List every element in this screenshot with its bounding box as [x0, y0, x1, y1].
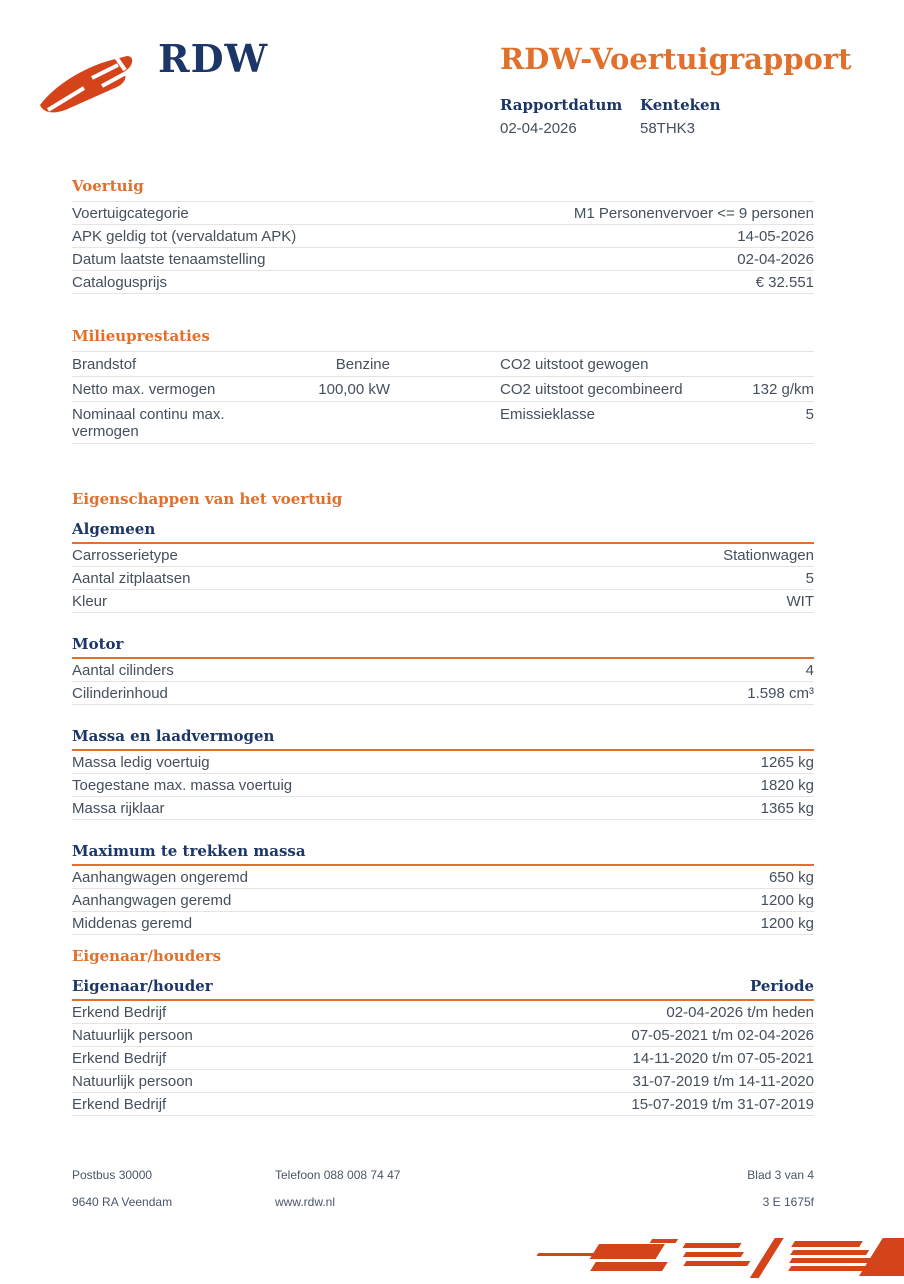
footer-page-indicator: Blad 3 van 4 [747, 1168, 814, 1182]
footer-postbus: Postbus 30000 [72, 1168, 153, 1182]
table-row [72, 377, 814, 402]
section-voertuig [72, 177, 814, 294]
row-value: 1200 kg [760, 915, 814, 932]
table-row [72, 751, 814, 774]
footer-city: 9640 RA Veendam [72, 1195, 173, 1209]
row-value: 07-05-2021 t/m 02-04-2026 [631, 1027, 814, 1044]
table-row [72, 352, 814, 377]
table-row [72, 797, 814, 820]
rdw-logo-icon [36, 50, 148, 118]
report-date-block [500, 96, 640, 137]
page-title: RDW-Voertuigrapport [500, 42, 852, 76]
subsection-trekken-title: Maximum te trekken massa [72, 842, 814, 866]
row-label: Massa ledig voertuig [72, 754, 210, 771]
table-row [72, 866, 814, 889]
row-label: Voertuigcategorie [72, 205, 189, 222]
footer-phone: Telefoon 088 008 74 47 [275, 1168, 401, 1182]
row-value: 31-07-2019 t/m 14-11-2020 [632, 1073, 814, 1090]
row-value: 1.598 cm³ [747, 685, 814, 702]
section-eigenschappen [72, 490, 814, 935]
row-value: 14-05-2026 [737, 228, 814, 245]
row-label: Carrosserietype [72, 547, 178, 564]
subsection-motor-title: Motor [72, 635, 814, 659]
table-row [72, 1093, 814, 1116]
table-row [72, 1047, 814, 1070]
subsection-algemeen [72, 520, 814, 613]
license-plate-value: 58THK3 [640, 120, 696, 137]
report-date-label: Rapportdatum [500, 96, 623, 114]
row-value [745, 356, 814, 373]
subsection-massa [72, 727, 814, 820]
row-label: Aantal cilinders [72, 662, 174, 679]
table-row [72, 402, 814, 444]
owner-column-header: Eigenaar/houder [72, 977, 213, 995]
license-plate-label: Kenteken [640, 96, 721, 114]
row-value: 5 [805, 406, 814, 423]
section-eigenaar-title: Eigenaar/houders [72, 947, 222, 965]
table-row [72, 1024, 814, 1047]
section-milieu-title: Milieuprestaties [72, 327, 814, 352]
row-value: 4 [805, 662, 814, 679]
row-value: 1820 kg [760, 777, 814, 794]
row-label: Emissieklasse [500, 406, 596, 423]
footer-form-code: 3 E 1675f [762, 1195, 814, 1209]
row-value: 5 [805, 570, 814, 587]
report-date-value: 02-04-2026 [500, 120, 577, 137]
row-label: Cilinderinhoud [72, 685, 168, 702]
row-label: Aanhangwagen geremd [72, 892, 232, 909]
owner-table-header [72, 977, 814, 1001]
row-label: Aanhangwagen ongeremd [72, 869, 248, 886]
section-eigenaar [72, 947, 814, 1116]
table-row [72, 889, 814, 912]
subsection-massa-title: Massa en laadvermogen [72, 727, 814, 751]
rdw-logo-text: RDW [158, 36, 269, 81]
row-value [272, 406, 390, 440]
row-value: WIT [786, 593, 814, 610]
section-milieuprestaties [72, 327, 814, 444]
row-label: Erkend Bedrijf [72, 1050, 167, 1067]
row-label: Nominaal continu max. vermogen [72, 406, 225, 440]
row-value: 132 g/km [752, 381, 814, 398]
table-row [72, 1070, 814, 1093]
row-label: Massa rijklaar [72, 800, 165, 817]
footer-address [72, 1168, 275, 1222]
row-value: Benzine [335, 356, 390, 373]
license-plate-block [640, 96, 780, 137]
row-label: Kleur [72, 593, 108, 610]
period-column-header: Periode [749, 977, 814, 995]
footer-website[interactable]: www.rdw.nl [275, 1195, 336, 1209]
row-label: Erkend Bedrijf [72, 1004, 167, 1021]
table-row [72, 271, 814, 294]
row-value: € 32.551 [755, 274, 814, 291]
table-row [72, 912, 814, 935]
footer-page-info [747, 1168, 814, 1222]
row-label: Netto max. vermogen [72, 381, 216, 398]
table-row [72, 225, 814, 248]
table-row [72, 248, 814, 271]
table-row [72, 682, 814, 705]
row-label: Datum laatste tenaamstelling [72, 251, 266, 268]
row-value: 1200 kg [760, 892, 814, 909]
table-row [72, 202, 814, 225]
report-meta [500, 96, 814, 137]
row-value: 15-07-2019 t/m 31-07-2019 [631, 1096, 814, 1113]
section-eigenschappen-title: Eigenschappen van het voertuig [72, 490, 343, 508]
table-row [72, 544, 814, 567]
row-label: Middenas geremd [72, 915, 193, 932]
subsection-trekken [72, 842, 814, 935]
row-label: Aantal zitplaatsen [72, 570, 191, 587]
subsection-algemeen-title: Algemeen [72, 520, 814, 544]
page-footer [72, 1168, 814, 1222]
row-value: 14-11-2020 t/m 07-05-2021 [632, 1050, 814, 1067]
row-value: Stationwagen [723, 547, 814, 564]
row-value: 650 kg [768, 869, 814, 886]
row-label: Catalogusprijs [72, 274, 168, 291]
row-label: Natuurlijk persoon [72, 1073, 193, 1090]
section-voertuig-title: Voertuig [72, 177, 814, 202]
table-row [72, 590, 814, 613]
footer-contact [275, 1168, 747, 1222]
row-label: Erkend Bedrijf [72, 1096, 167, 1113]
row-label: CO2 uitstoot gecombineerd [500, 381, 683, 398]
table-row [72, 774, 814, 797]
subsection-motor [72, 635, 814, 705]
row-label: CO2 uitstoot gewogen [500, 356, 649, 373]
row-value: 1365 kg [760, 800, 814, 817]
row-label: APK geldig tot (vervaldatum APK) [72, 228, 297, 245]
row-value: 02-04-2026 t/m heden [666, 1004, 814, 1021]
row-label: Brandstof [72, 356, 137, 373]
row-label: Toegestane max. massa voertuig [72, 777, 293, 794]
row-value: M1 Personenvervoer <= 9 personen [573, 205, 814, 222]
table-row [72, 567, 814, 590]
row-value: 1265 kg [760, 754, 814, 771]
row-label: Natuurlijk persoon [72, 1027, 193, 1044]
row-value: 02-04-2026 [737, 251, 814, 268]
row-value: 100,00 kW [318, 381, 390, 398]
table-row [72, 659, 814, 682]
table-row [72, 1001, 814, 1024]
rdw-stripes-graphic-icon [504, 1236, 904, 1280]
